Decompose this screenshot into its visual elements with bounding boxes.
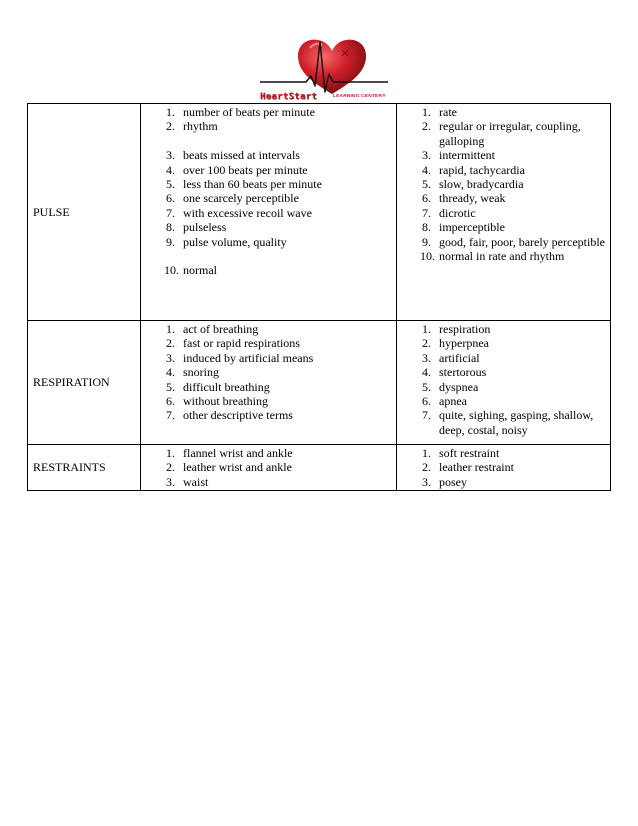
list-number: 6.	[422, 191, 431, 206]
vital-signs-table	[27, 103, 611, 491]
list-text: leather wrist and ankle	[183, 460, 292, 475]
list-text: normal in rate and rhythm	[439, 249, 565, 264]
definitions-cell	[141, 445, 397, 491]
list-item	[397, 408, 606, 437]
list-number: 1.	[422, 105, 431, 119]
list-number: 7.	[166, 205, 175, 220]
list-item	[397, 235, 606, 249]
list-number: 8.	[422, 220, 431, 235]
list-item	[397, 365, 606, 379]
list-text: snoring	[183, 365, 219, 380]
logo-tagline: LEARNING CENTER®	[333, 94, 386, 99]
list-text: pulse volume, quality	[183, 234, 287, 249]
list-item	[141, 460, 392, 474]
list-item	[141, 206, 392, 220]
list-text: artificial	[439, 350, 480, 365]
list-text: number of beats per minute	[183, 105, 315, 119]
list-text: normal	[183, 263, 217, 278]
list-number: 10.	[420, 249, 435, 264]
list-text: other descriptive terms	[183, 408, 293, 423]
list-number: 7.	[422, 408, 431, 423]
table-row	[28, 445, 611, 491]
list-number: 3.	[166, 148, 175, 163]
list-item	[397, 394, 606, 408]
list-text: stertorous	[439, 365, 487, 380]
list-item	[141, 235, 392, 249]
list-text: imperceptible	[439, 220, 505, 235]
list-text: soft restraint	[439, 446, 500, 460]
list-item	[397, 249, 606, 263]
list-text: intermittent	[439, 148, 495, 163]
definitions-cell	[141, 104, 397, 321]
table-row	[28, 104, 611, 321]
row-label: RESTRAINTS	[28, 445, 141, 491]
list-item	[141, 351, 392, 365]
list-item	[397, 322, 606, 336]
terms-list	[397, 104, 610, 263]
list-item	[397, 220, 606, 234]
terms-cell	[397, 321, 611, 445]
list-number: 2.	[422, 336, 431, 351]
list-number: 1.	[166, 446, 175, 460]
list-number: 6.	[166, 191, 175, 206]
list-item	[141, 263, 392, 277]
list-number: 6.	[422, 394, 431, 409]
list-item	[141, 105, 392, 119]
list-text: waist	[183, 474, 209, 489]
list-item	[141, 336, 392, 350]
heartstart-logo	[258, 38, 390, 104]
list-number: 4.	[166, 365, 175, 380]
list-item	[141, 191, 392, 205]
list-number: 3.	[166, 350, 175, 365]
list-text: apnea	[439, 394, 467, 409]
list-text: thready, weak	[439, 191, 506, 206]
list-item	[141, 148, 392, 162]
list-item	[141, 380, 392, 394]
list-text: act of breathing	[183, 322, 259, 336]
list-text: less than 60 beats per minute	[183, 177, 322, 192]
list-number: 7.	[166, 408, 175, 423]
list-text: induced by artificial means	[183, 350, 314, 365]
list-text: flannel wrist and ankle	[183, 446, 293, 460]
list-item	[141, 119, 392, 133]
list-number: 9.	[422, 234, 431, 249]
list-text: difficult breathing	[183, 379, 270, 394]
list-item	[397, 351, 606, 365]
list-item	[397, 446, 606, 460]
list-number: 4.	[422, 162, 431, 177]
list-number: 2.	[166, 119, 175, 134]
list-number: 3.	[166, 474, 175, 489]
list-number: 1.	[422, 322, 431, 336]
definitions-cell	[141, 321, 397, 445]
list-number: 1.	[166, 322, 175, 336]
heart-ecg-icon	[258, 38, 390, 94]
definitions-list	[141, 104, 396, 278]
list-number: 10.	[164, 263, 179, 278]
list-text: quite, sighing, gasping, shallow, deep, costal, noisy	[439, 408, 594, 437]
list-text: leather restraint	[439, 460, 514, 475]
list-item	[141, 163, 392, 177]
definitions-list	[141, 321, 396, 423]
list-number: 7.	[422, 205, 431, 220]
list-item	[141, 408, 392, 422]
terms-cell	[397, 104, 611, 321]
list-number: 4.	[422, 365, 431, 380]
row-label: PULSE	[28, 104, 141, 321]
list-item	[397, 206, 606, 220]
row-label: RESPIRATION	[28, 321, 141, 445]
list-number: 2.	[166, 460, 175, 475]
list-number: 3.	[422, 148, 431, 163]
list-number: 2.	[166, 336, 175, 351]
list-text: over 100 beats per minute	[183, 162, 308, 177]
list-number: 5.	[166, 177, 175, 192]
list-item	[397, 119, 606, 148]
list-number: 2.	[422, 460, 431, 475]
list-item	[141, 394, 392, 408]
list-text: with excessive recoil wave	[183, 205, 312, 220]
list-item	[397, 163, 606, 177]
list-number: 5.	[422, 177, 431, 192]
list-item	[397, 475, 606, 489]
list-text: dyspnea	[439, 379, 479, 394]
list-number: 9.	[166, 234, 175, 249]
list-text: dicrotic	[439, 205, 476, 220]
list-text: slow, bradycardia	[439, 177, 524, 192]
list-item	[397, 460, 606, 474]
list-number: 3.	[422, 350, 431, 365]
list-item	[141, 177, 392, 191]
list-text: fast or rapid respirations	[183, 336, 300, 351]
list-number: 5.	[166, 379, 175, 394]
list-text: rapid, tachycardia	[439, 162, 525, 177]
list-text: hyperpnea	[439, 336, 489, 351]
list-number: 8.	[166, 220, 175, 235]
list-item	[141, 446, 392, 460]
list-item	[141, 365, 392, 379]
list-item	[397, 380, 606, 394]
list-text: posey	[439, 474, 467, 489]
logo-brand: HeartStart	[260, 92, 318, 102]
list-number: 5.	[422, 379, 431, 394]
list-text: pulseless	[183, 220, 227, 235]
list-item	[397, 191, 606, 205]
list-item	[397, 177, 606, 191]
list-number: 4.	[166, 162, 175, 177]
list-text: rate	[439, 105, 457, 119]
list-text: without breathing	[183, 394, 268, 409]
list-number: 2.	[422, 119, 431, 134]
list-item	[141, 475, 392, 489]
list-item	[397, 105, 606, 119]
list-text: good, fair, poor, barely perceptible	[439, 234, 605, 249]
definitions-list	[141, 445, 396, 489]
list-item	[141, 322, 392, 336]
list-item	[141, 220, 392, 234]
list-number: 6.	[166, 394, 175, 409]
terms-list	[397, 321, 610, 437]
list-number: 1.	[422, 446, 431, 460]
list-text: beats missed at intervals	[183, 148, 300, 163]
list-text: respiration	[439, 322, 491, 336]
terms-cell	[397, 445, 611, 491]
list-number: 3.	[422, 474, 431, 489]
list-number: 1.	[166, 105, 175, 119]
list-text: regular or irregular, coupling, galloping	[439, 119, 581, 148]
list-text: one scarcely perceptible	[183, 191, 299, 206]
list-item	[397, 148, 606, 162]
list-text: rhythm	[183, 119, 218, 134]
list-item	[397, 336, 606, 350]
table-row	[28, 321, 611, 445]
terms-list	[397, 445, 610, 489]
